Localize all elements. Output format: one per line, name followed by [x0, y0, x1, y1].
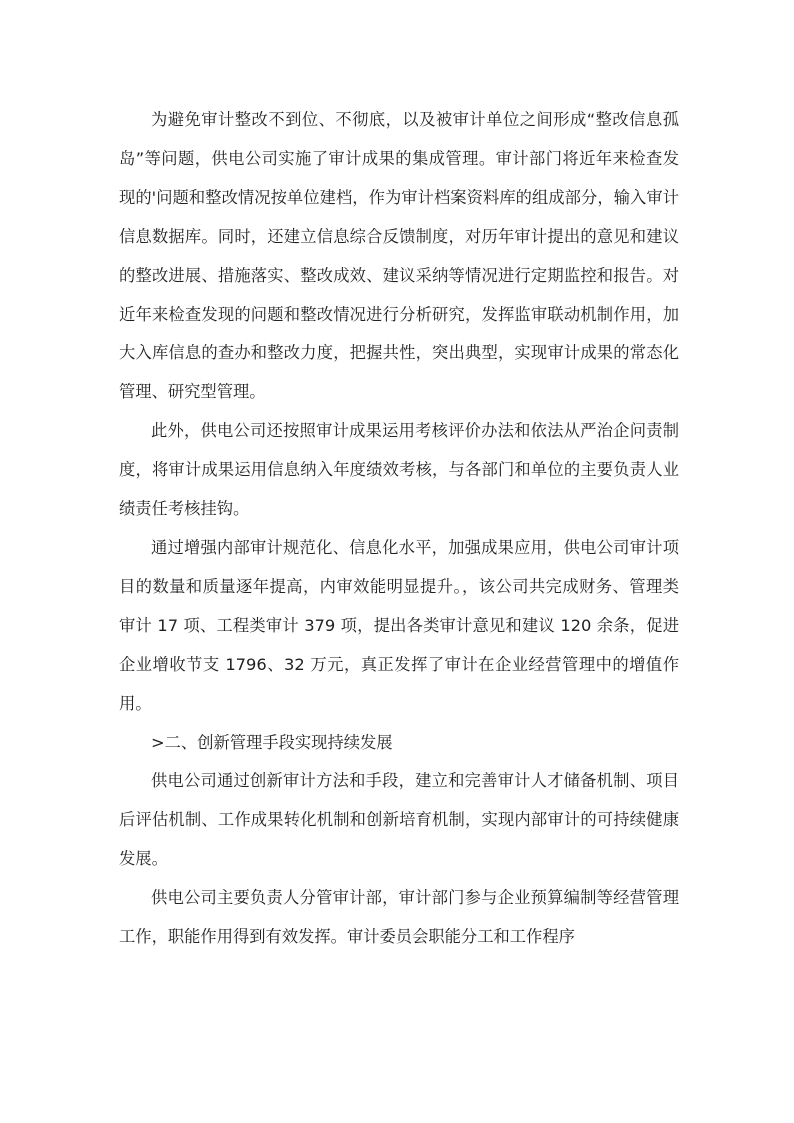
paragraph-management-role: 供电公司主要负责人分管审计部，审计部门参与企业预算编制等经营管理工作，职能作用得到有效发挥。审计委员会职能分工和工作程序: [119, 888, 679, 947]
section-heading: >二、创新管理手段实现持续发展: [151, 732, 393, 752]
document-body: [119, 101, 679, 957]
paragraph-innovation-mechanisms: 供电公司通过创新审计方法和手段，建立和完善审计人才储备机制、项目后评估机制、工作成果转化机制和创新培育机制，实现内部审计的可持续健康发展。: [119, 771, 679, 869]
paragraph-audit-integration: 为避免审计整改不到位、不彻底，以及被审计单位之间形成“整改信息孤岛”等问题，供电公司实施了审计成果的集成管理。审计部门将近年来检查发现的'问题和整改情况按单位建档，作为审计档案资料库的组成部分，输入审计信息数据库。同时，还建立信息综合反馈制度，对历年审计提出的意见和建议的整改进展、措施落实、整改成效、建议采纳等情况进行定期监控和报告。对近年来检查发现的问题和整改情况进行分析研究，发挥监审联动机制作用，加大入库信息的查办和整改力度，把握共性，突出典型，实现审计成果的常态化管理、研究型管理。: [119, 110, 679, 402]
paragraph-audit-results: 通过增强内部审计规范化、信息化水平，加强成果应用，供电公司审计项目的数量和质量逐年提高，内审效能明显提升。，该公司共完成财务、管理类审计 17 项、工程类审计 379 项，提出各类审计意见和建议 120 余条，促进企业增收节支 1796、32 万元，真正发挥了审计在企业经营管理中的增值作用。: [119, 537, 679, 713]
paragraph-performance-assessment: 此外，供电公司还按照审计成果运用考核评价办法和依法从严治企问责制度，将审计成果运用信息纳入年度绩效考核，与各部门和单位的主要负责人业绩责任考核挂钩。: [119, 421, 679, 519]
